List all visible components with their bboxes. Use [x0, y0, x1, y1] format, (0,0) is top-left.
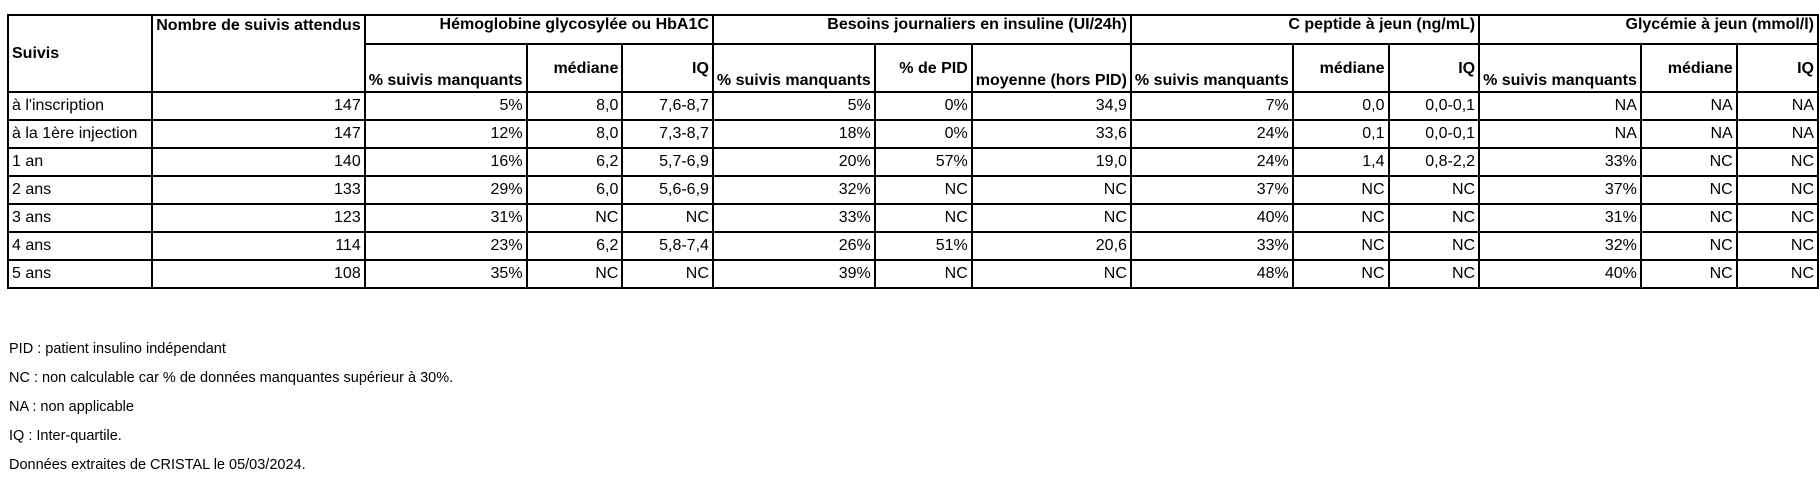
table-cell: NC — [1389, 176, 1480, 204]
table-cell: 31% — [365, 204, 527, 232]
table-cell: 8,0 — [527, 92, 623, 120]
table-cell: 123 — [152, 204, 365, 232]
table-cell: 0,0-0,1 — [1389, 92, 1480, 120]
row-label: 1 an — [8, 148, 152, 176]
table-cell: 35% — [365, 260, 527, 288]
table-cell: NC — [875, 260, 972, 288]
table-cell: 32% — [713, 176, 875, 204]
table-cell: NC — [1389, 260, 1480, 288]
table-cell: NC — [1641, 260, 1737, 288]
table-cell: 26% — [713, 232, 875, 260]
table-cell: 147 — [152, 120, 365, 148]
table-cell: 23% — [365, 232, 527, 260]
table-cell: 0,0 — [1293, 92, 1389, 120]
header-nombre-suivis: Nombre de suivis attendus — [152, 15, 365, 92]
subheader-glycemie-iq: IQ — [1737, 44, 1818, 92]
table-row — [8, 120, 1818, 148]
footnotes — [9, 335, 453, 480]
table-body — [8, 92, 1818, 288]
table-cell: NC — [972, 204, 1131, 232]
table-cell: 40% — [1479, 260, 1641, 288]
footnote-iq: IQ : Inter-quartile. — [9, 428, 122, 444]
header-group-hba1c: Hémoglobine glycosylée ou HbA1C — [365, 15, 713, 44]
table-cell: 7,6-8,7 — [622, 92, 713, 120]
row-label: 5 ans — [8, 260, 152, 288]
row-label: 3 ans — [8, 204, 152, 232]
table-cell: 5% — [713, 92, 875, 120]
table-cell: 12% — [365, 120, 527, 148]
table-cell: 33% — [1131, 232, 1293, 260]
table-cell: NC — [1293, 204, 1389, 232]
results-table — [7, 14, 1819, 289]
table-cell: 108 — [152, 260, 365, 288]
table-row — [8, 92, 1818, 120]
subheader-glycemie-mediane: médiane — [1641, 44, 1737, 92]
table-cell: 5,8-7,4 — [622, 232, 713, 260]
subheader-glycemie-manquants: % suivis manquants — [1479, 44, 1641, 92]
table-cell: NC — [622, 204, 713, 232]
table-cell: 33,6 — [972, 120, 1131, 148]
table-cell: 5% — [365, 92, 527, 120]
table-cell: NC — [875, 176, 972, 204]
table-cell: 147 — [152, 92, 365, 120]
table-cell: 6,0 — [527, 176, 623, 204]
table-cell: NC — [1737, 232, 1818, 260]
table-cell: NC — [1389, 232, 1480, 260]
table-cell: 0,1 — [1293, 120, 1389, 148]
table-cell: NC — [1641, 176, 1737, 204]
subheader-insuline-manquants: % suivis manquants — [713, 44, 875, 92]
table-cell: NC — [527, 260, 623, 288]
table-cell: 51% — [875, 232, 972, 260]
table-cell: 6,2 — [527, 148, 623, 176]
table-cell: 5,6-6,9 — [622, 176, 713, 204]
table-cell: NC — [1389, 204, 1480, 232]
table-cell: 37% — [1131, 176, 1293, 204]
table-cell: 114 — [152, 232, 365, 260]
table-cell: 6,2 — [527, 232, 623, 260]
subheader-cpeptide-mediane: médiane — [1293, 44, 1389, 92]
table-cell: NA — [1737, 120, 1818, 148]
table-cell: NC — [972, 260, 1131, 288]
table-cell: 37% — [1479, 176, 1641, 204]
table-cell: NC — [1641, 148, 1737, 176]
table-cell: NC — [1641, 204, 1737, 232]
header-group-glycemie: Glycémie à jeun (mmol/l) — [1479, 15, 1818, 44]
table-cell: 24% — [1131, 148, 1293, 176]
subheader-insuline-moyenne: moyenne (hors PID) — [972, 44, 1131, 92]
table-cell: 16% — [365, 148, 527, 176]
row-label: à l'inscription — [8, 92, 152, 120]
table-cell: NC — [1641, 232, 1737, 260]
row-label: 4 ans — [8, 232, 152, 260]
table-cell: 5,7-6,9 — [622, 148, 713, 176]
table-cell: NA — [1641, 92, 1737, 120]
table-cell: 39% — [713, 260, 875, 288]
footnote-na: NA : non applicable — [9, 399, 134, 415]
table-cell: NC — [875, 204, 972, 232]
table-cell: 31% — [1479, 204, 1641, 232]
table-cell: 48% — [1131, 260, 1293, 288]
table-cell: 0% — [875, 92, 972, 120]
table-cell: NC — [1737, 176, 1818, 204]
table-cell: NC — [527, 204, 623, 232]
footnote-source: Données extraites de CRISTAL le 05/03/2024. — [9, 457, 306, 473]
table-cell: NC — [1293, 260, 1389, 288]
table-cell: NA — [1479, 120, 1641, 148]
subheader-cpeptide-manquants: % suivis manquants — [1131, 44, 1293, 92]
table-cell: 0% — [875, 120, 972, 148]
table-cell: 20,6 — [972, 232, 1131, 260]
footnote-nc: NC : non calculable car % de données manquantes supérieur à 30%. — [9, 370, 454, 386]
table-cell: NA — [1479, 92, 1641, 120]
header-group-c-peptide: C peptide à jeun (ng/mL) — [1131, 15, 1479, 44]
table-cell: 1,4 — [1293, 148, 1389, 176]
table-cell: 32% — [1479, 232, 1641, 260]
table-cell: NC — [1293, 232, 1389, 260]
subheader-hba1c-iq: IQ — [622, 44, 713, 92]
table-row — [8, 260, 1818, 288]
table-cell: NC — [1737, 260, 1818, 288]
table-row — [8, 232, 1818, 260]
table-cell: 140 — [152, 148, 365, 176]
table-cell: 133 — [152, 176, 365, 204]
row-label: à la 1ère injection — [8, 120, 152, 148]
table-cell: 8,0 — [527, 120, 623, 148]
table-cell: 7% — [1131, 92, 1293, 120]
subheader-hba1c-manquants: % suivis manquants — [365, 44, 527, 92]
table-cell: 18% — [713, 120, 875, 148]
table-cell: NC — [1737, 204, 1818, 232]
table-cell: 20% — [713, 148, 875, 176]
table-cell: 29% — [365, 176, 527, 204]
footnote-pid: PID : patient insulino indépendant — [9, 341, 226, 357]
table-row — [8, 176, 1818, 204]
table-cell: 33% — [1479, 148, 1641, 176]
table-cell: 33% — [713, 204, 875, 232]
table-cell: NC — [1737, 148, 1818, 176]
table-cell: 24% — [1131, 120, 1293, 148]
table-cell: NC — [622, 260, 713, 288]
header-group-insuline: Besoins journaliers en insuline (UI/24h) — [713, 15, 1131, 44]
subheader-hba1c-mediane: médiane — [527, 44, 623, 92]
header-suivis: Suivis — [8, 15, 152, 92]
subheader-insuline-pid: % de PID — [875, 44, 972, 92]
table-cell: 57% — [875, 148, 972, 176]
subheader-cpeptide-iq: IQ — [1389, 44, 1480, 92]
table-cell: NC — [1293, 176, 1389, 204]
table-cell: NA — [1737, 92, 1818, 120]
table-cell: 7,3-8,7 — [622, 120, 713, 148]
table-row — [8, 148, 1818, 176]
row-label: 2 ans — [8, 176, 152, 204]
table-cell: 40% — [1131, 204, 1293, 232]
table-row — [8, 204, 1818, 232]
table-cell: 0,0-0,1 — [1389, 120, 1480, 148]
table-cell: 19,0 — [972, 148, 1131, 176]
table-cell: 34,9 — [972, 92, 1131, 120]
table-cell: NA — [1641, 120, 1737, 148]
table-cell: 0,8-2,2 — [1389, 148, 1480, 176]
table-cell: NC — [972, 176, 1131, 204]
